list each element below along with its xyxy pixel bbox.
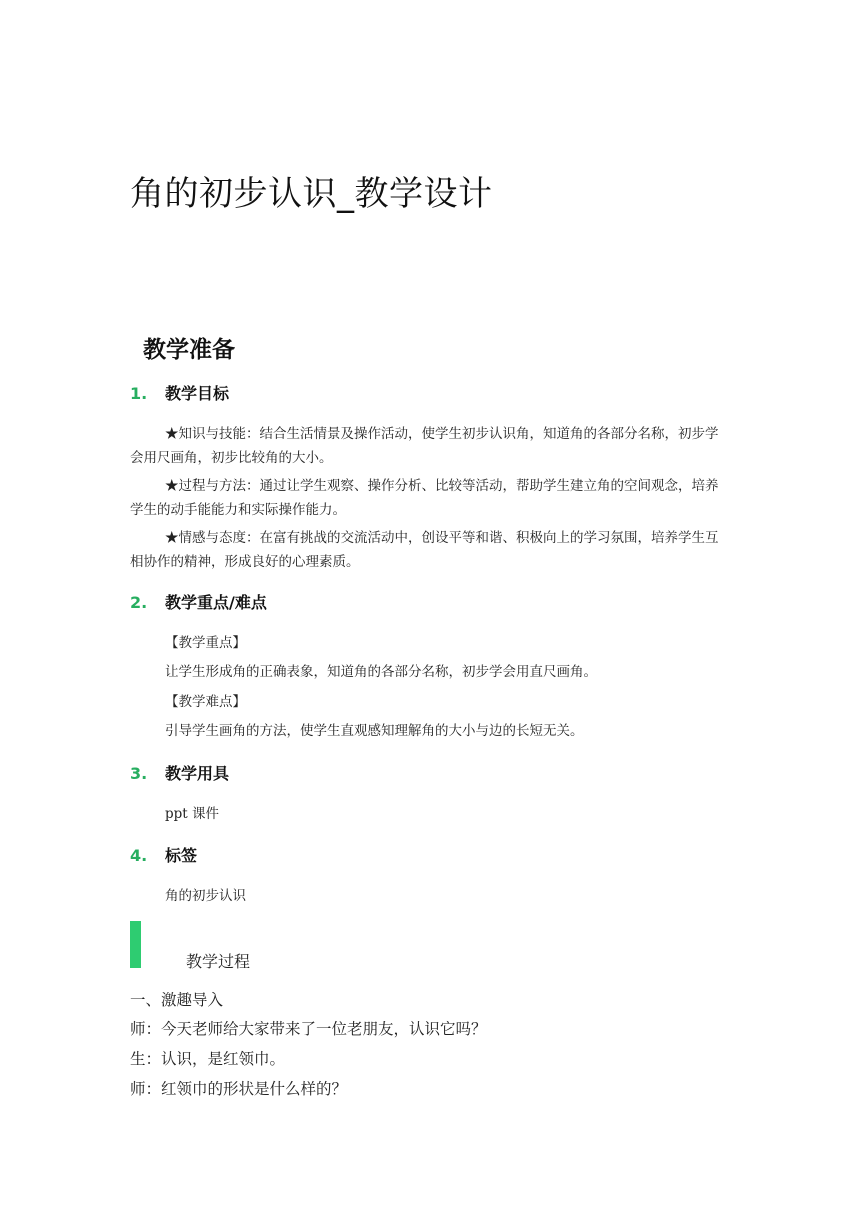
process-line: 师：今天老师给大家带来了一位老朋友，认识它吗？ [130, 1020, 487, 1038]
item-heading-tags [130, 844, 197, 868]
item-number: 1. [130, 384, 148, 403]
document-title: 角的初步认识_教学设计 [130, 174, 493, 214]
objective-paragraph: ★知识与技能：结合生活情景及操作活动，使学生初步认识角，知道角的各部分名称，初步学会用尺画角，初步比较角的大小。 [130, 426, 719, 466]
item-heading-text: 教学重点/难点 [165, 593, 267, 612]
objective-paragraph: ★情感与态度：在富有挑战的交流活动中，创设平等和谐、积极向上的学习氛围，培养学生互相协作的精神，形成良好的心理素质。 [130, 530, 719, 570]
process-line: 师：红领巾的形状是什么样的？ [130, 1080, 348, 1098]
section-marker-bar [130, 921, 141, 968]
difficulty-label: 【教学难点】 [165, 694, 246, 710]
key-point-text: 让学生形成角的正确表象，知道角的各部分名称，初步学会用直尺画角。 [165, 664, 597, 680]
tools-text: ppt 课件 [165, 806, 219, 822]
item-heading-text: 教学用具 [165, 764, 230, 783]
item-number: 4. [130, 846, 148, 865]
item-number: 3. [130, 764, 148, 783]
tags-text: 角的初步认识 [165, 888, 246, 904]
objective-paragraph: ★过程与方法：通过让学生观察、操作分析、比较等活动，帮助学生建立角的空间观念，培养学生的动手能能力和实际操作能力。 [130, 478, 719, 518]
process-line: 生：认识，是红领巾。 [130, 1050, 286, 1068]
difficulty-text: 引导学生画角的方法，使学生直观感知理解角的大小与边的长短无关。 [165, 723, 584, 739]
item-heading-key-points [130, 591, 267, 615]
key-point-label: 【教学重点】 [165, 635, 246, 651]
item-number: 2. [130, 593, 148, 612]
item-heading-text: 标签 [165, 846, 198, 865]
section-title: 教学准备 [143, 337, 235, 363]
process-line: 一、激趣导入 [130, 991, 224, 1009]
item-heading-tools [130, 762, 229, 786]
item-heading-objectives [130, 382, 229, 406]
process-title: 教学过程 [186, 952, 251, 971]
item-heading-text: 教学目标 [165, 384, 230, 403]
